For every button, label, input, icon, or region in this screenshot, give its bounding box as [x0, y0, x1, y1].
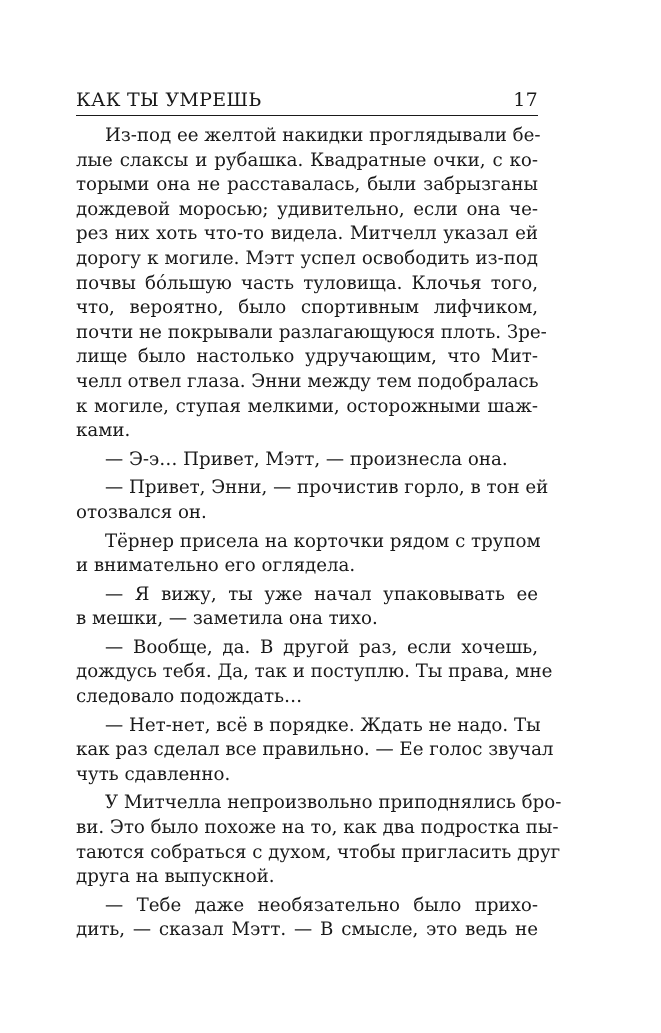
- paragraph: [76, 583, 538, 632]
- text-line: почвы бóльшую часть туловища. Клочья того,: [76, 272, 538, 294]
- text-line: что, вероятно, было спортивным лифчиком,: [76, 297, 538, 319]
- text-line: к могиле, ступая мелкими, осторожными шаж-: [76, 395, 538, 417]
- text-line: Тёрнер присела на корточки рядом с трупом: [105, 530, 541, 552]
- paragraph: [76, 448, 538, 473]
- paragraph: [76, 791, 562, 889]
- text-line: У Митчелла непроизвольно приподнялись бро-: [105, 792, 562, 814]
- paragraph: [76, 636, 553, 710]
- text-line: — Я вижу, ты уже начал упаковывать ее: [105, 583, 538, 605]
- paragraph: [76, 476, 549, 525]
- paragraph: [76, 124, 547, 444]
- text-line: таются собраться с духом, чтобы пригласить друг: [76, 841, 561, 863]
- text-line: лые слаксы и рубашка. Квадратные очки, с ко-: [76, 149, 538, 171]
- text-line: челл отвел глаза. Энни между тем подобралась: [76, 370, 539, 392]
- running-title: КАК ТЫ УМРЕШЬ: [76, 89, 262, 111]
- text-line: лище было настолько удручающим, что Мит-: [76, 346, 538, 368]
- text-line: — Нет-нет, всё в порядке. Ждать не надо. Ты: [105, 714, 541, 736]
- paragraph: [76, 714, 554, 788]
- text-line: — Вообще, да. В другой раз, если хочешь,: [105, 636, 538, 658]
- text-line: — Э-э… Привет, Мэтт, — произнесла она.: [105, 448, 508, 470]
- text-line: дорогу к могиле. Мэтт успел освободить из-под: [76, 247, 538, 269]
- paragraph: [76, 530, 541, 579]
- body-text: [76, 124, 562, 943]
- book-page: [76, 88, 562, 947]
- text-line: отозвался он.: [76, 501, 207, 523]
- text-line: рез них хоть что-то видела. Митчелл указал ей: [76, 223, 538, 245]
- text-line: чуть сдавленно.: [76, 763, 231, 785]
- text-line: — Тебе даже необязательно было прихо-: [105, 894, 538, 916]
- text-line: торыми она не расставалась, были забрызганы: [76, 174, 538, 196]
- text-line: дождусь тебя. Да, так и поступлю. Ты права, мне: [76, 661, 553, 683]
- text-line: как раз сделал все правильно. — Ее голос звучал: [76, 739, 554, 761]
- text-line: почти не покрывали разлагающуюся плоть. Зре-: [76, 321, 547, 343]
- text-line: и внимательно его оглядела.: [76, 555, 356, 577]
- text-line: в мешки, — заметила она тихо.: [76, 608, 378, 630]
- running-header: [76, 88, 538, 116]
- text-line: дить, — сказал Мэтт. — В смысле, это ведь не: [76, 919, 538, 941]
- text-line: ви. Это было похоже на то, как два подростка пы-: [76, 817, 559, 839]
- text-line: Из-под ее желтой накидки проглядывали бе-: [105, 125, 541, 146]
- text-line: дождевой моросью; удивительно, если она че-: [76, 198, 538, 220]
- page-number: 17: [513, 89, 538, 111]
- text-line: ками.: [76, 420, 131, 442]
- text-line: друга на выпускной.: [76, 866, 275, 888]
- text-line: — Привет, Энни, — прочистив горло, в тон ей: [105, 477, 549, 499]
- text-line: следовало подождать…: [76, 686, 303, 708]
- paragraph: [76, 894, 538, 943]
